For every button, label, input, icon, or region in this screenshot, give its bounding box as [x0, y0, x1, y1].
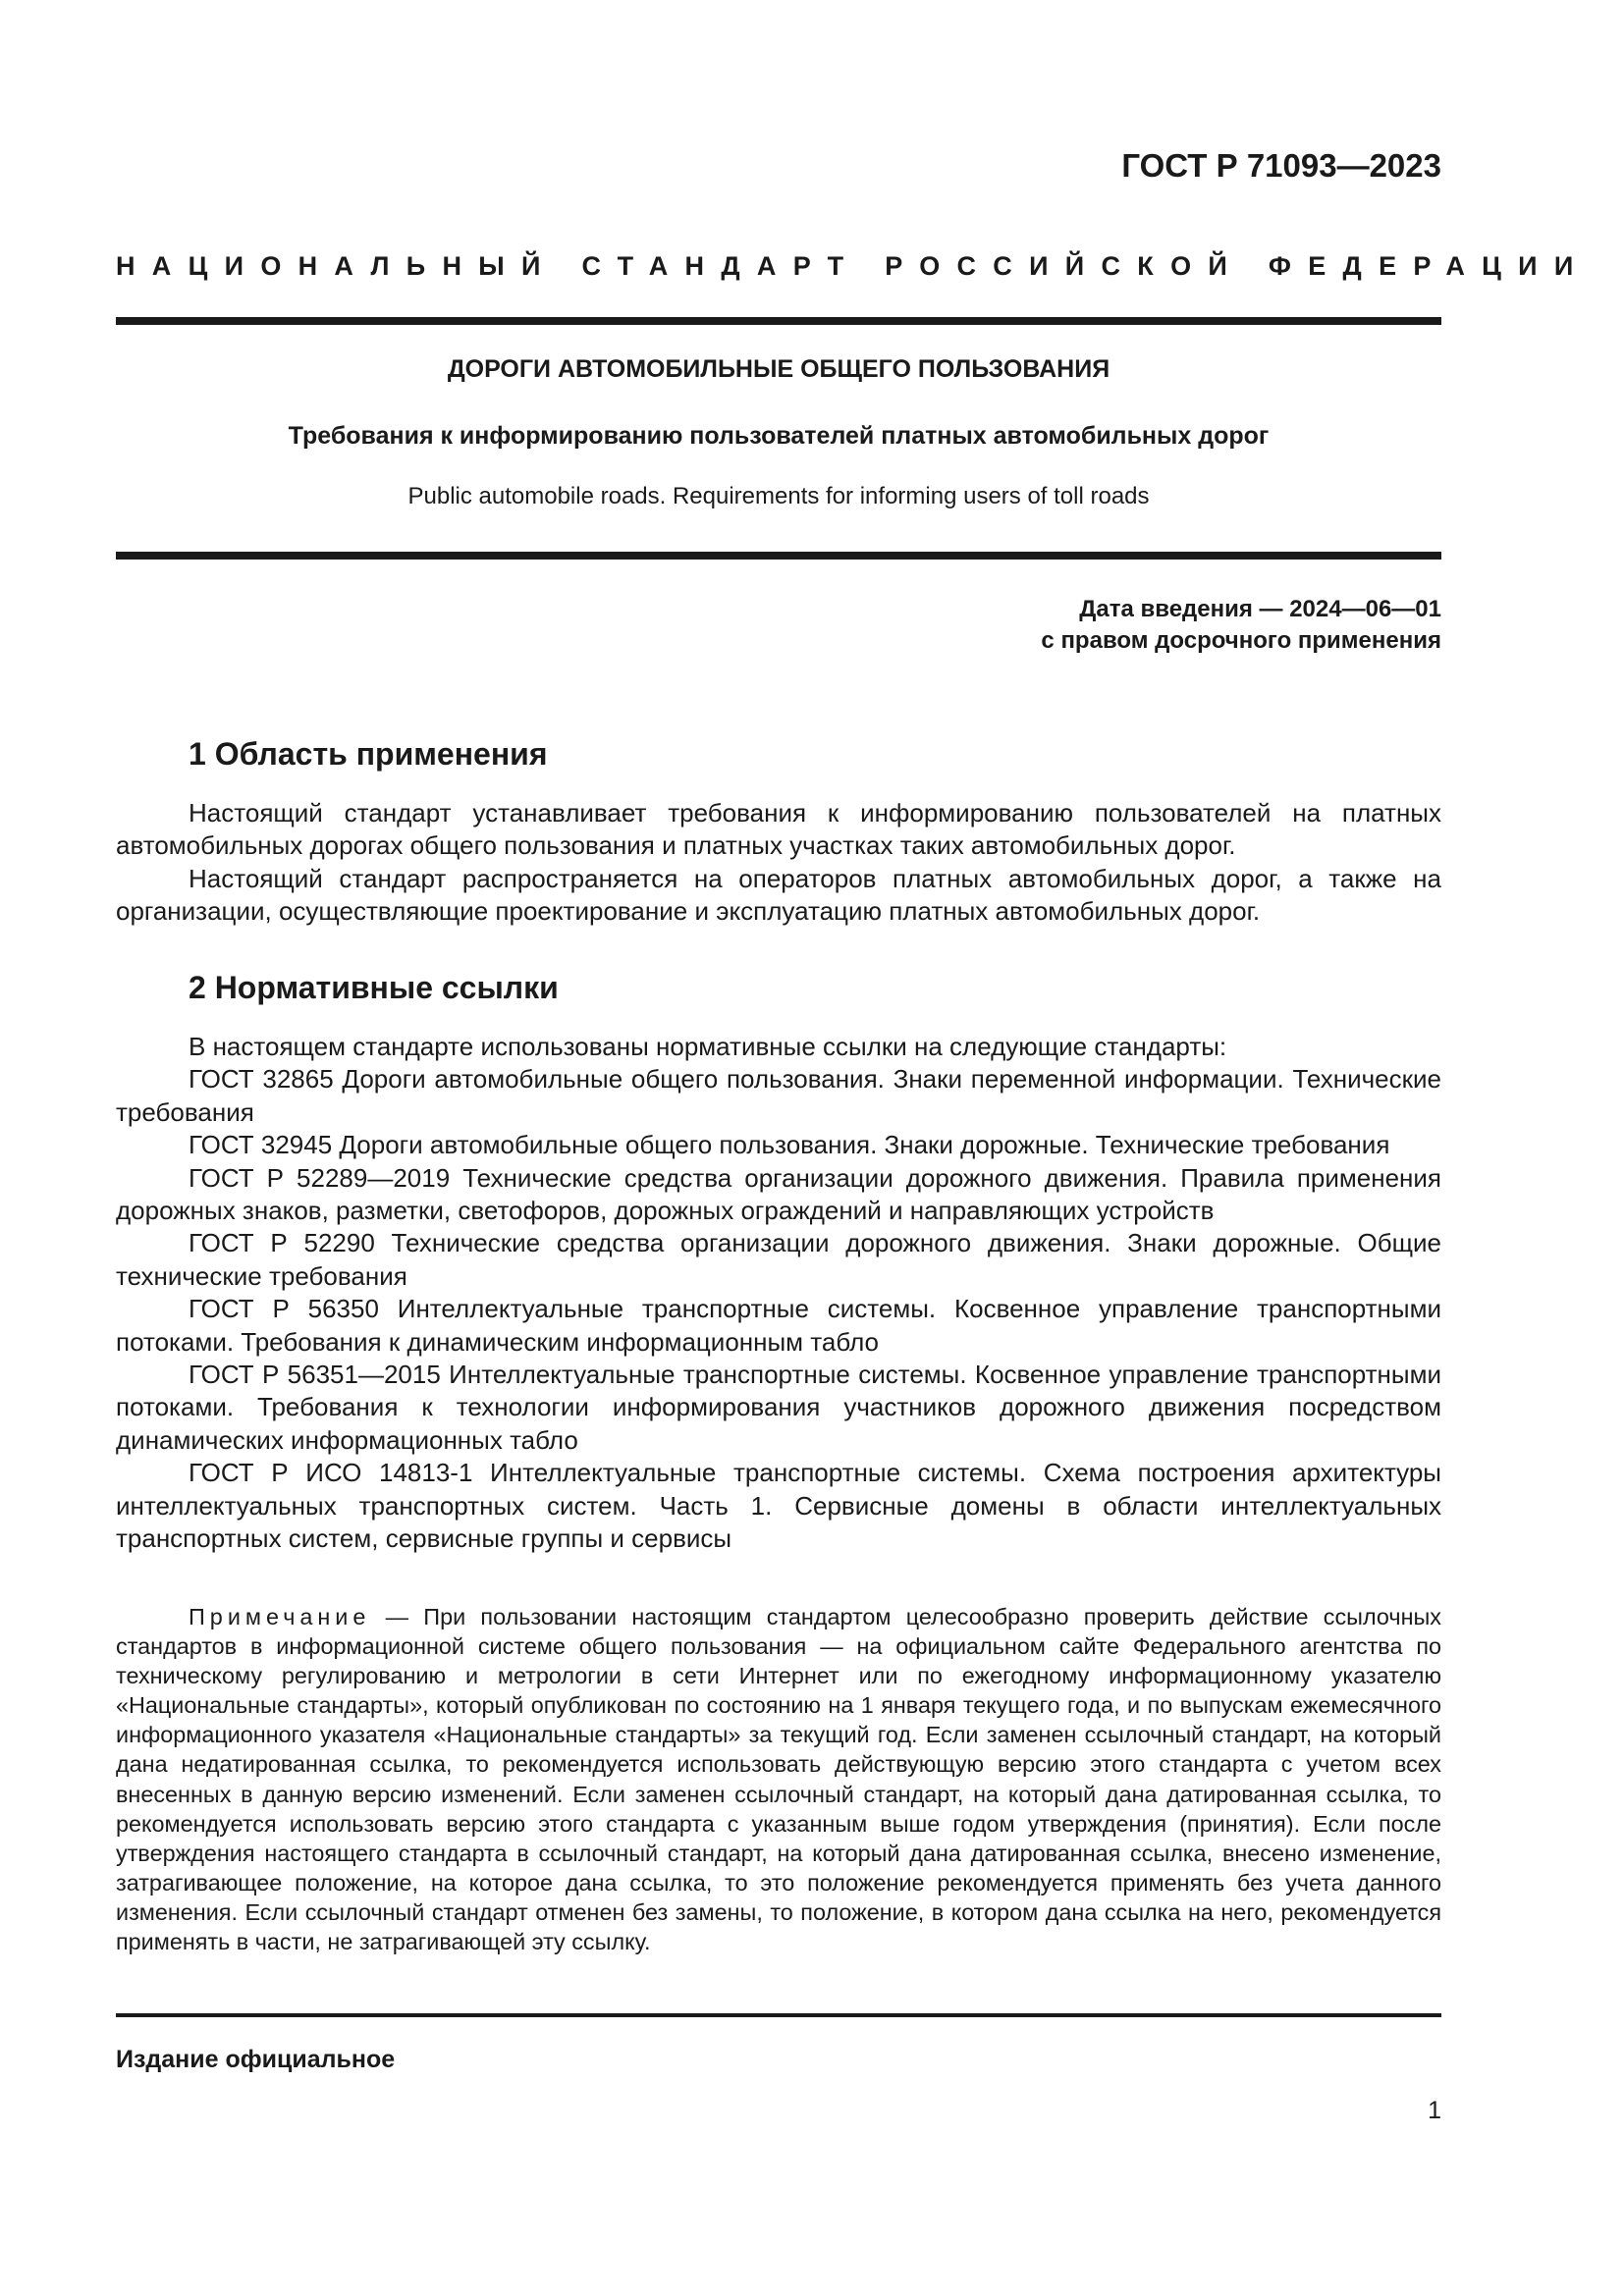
introduction-date-block [1041, 594, 1441, 657]
note-paragraph [116, 1602, 1441, 1956]
paragraph: Настоящий стандарт устанавливает требования к информированию пользователей на платных автомобильных дорогах общего пользования и платных участках таких автомобильных дорог. [116, 798, 1441, 861]
paragraph: Настоящий стандарт распространяется на операторов платных автомобильных дорог, а также на организации, осуществляющие проектирование и эксплуатацию платных автомобильных дорог. [116, 863, 1441, 927]
title-divider [116, 552, 1441, 560]
reference-item: ГОСТ 32865 Дороги автомобильные общего пользования. Знаки переменной информации. Технические требования [116, 1064, 1441, 1127]
section-2-body [116, 1031, 1441, 1556]
note-block [116, 1602, 1441, 1956]
note-label: Примечание [189, 1604, 371, 1629]
document-number: ГОСТ Р 71093—2023 [1121, 147, 1441, 184]
document-title: ДОРОГИ АВТОМОБИЛЬНЫЕ ОБЩЕГО ПОЛЬЗОВАНИЯ [447, 355, 1110, 383]
section-1-body [116, 797, 1441, 929]
reference-item: ГОСТ Р 52289—2019 Технические средства организации дорожного движения. Правила применения дорожных знаков, разметки, светофоров, дорожных ограждений и направляющих устройств [116, 1162, 1441, 1226]
english-title: Public automobile roads. Requirements for informing users of toll roads [407, 483, 1150, 509]
introduction-date: Дата введения — 2024—06—01 [1079, 596, 1441, 622]
early-use-note: с правом досрочного применения [1041, 627, 1441, 654]
page-number: 1 [1428, 2097, 1441, 2124]
section-2-title: 2 Нормативные ссылки [189, 970, 559, 1005]
reference-item: ГОСТ Р 52290 Технические средства организации дорожного движения. Знаки дорожные. Общие технические требования [116, 1228, 1441, 1291]
footer-divider [116, 2013, 1441, 2017]
section-1-title: 1 Область применения [189, 736, 548, 772]
top-divider [116, 317, 1441, 325]
note-text: — При пользовании настоящим стандартом целесообразно проверить действие ссылочных стандартов в информационной системе общего пользования — на официальном сайте Федерального агентства по техническому регулированию и метрологии в сети Интернет или по ежегодному информационному указателю «Национальные стандарты», который опубликован по состоянию на 1 января текущего года, и по выпускам ежемесячного информационного указателя «Национальные стандарты» за текущий год. Если заменен ссылочный стандарт, на который дана недатированная ссылка, то рекомендуется использовать действующую версию этого стандарта с учетом всех внесенных в данную версию изменений. Если заменен ссылочный стандарт, на который дана датированная ссылка, то рекомендуется использовать версию этого стандарта с указанным выше годом утверждения (принятия). Если после утверждения настоящего стандарта в ссылочный стандарт, на который дана датированная ссылка, внесено изменение, затрагивающее положение, на которое дана ссылка, то это положение рекомендуется применять без учета данного изменения. Если ссылочный стандарт отменен без замены, то положение, в котором дана ссылка на него, рекомендуется применять в части, не затрагивающей эту ссылку. [116, 1604, 1441, 1955]
reference-item: ГОСТ Р 56350 Интеллектуальные транспортные системы. Косвенное управление транспортными потоками. Требования к динамическим информационным табло [116, 1294, 1441, 1357]
document-subtitle: Требования к информированию пользователей платных автомобильных дорог [288, 422, 1270, 450]
references-intro: В настоящем стандарте использованы нормативные ссылки на следующие стандарты: [189, 1032, 1227, 1061]
national-standard-heading: НАЦИОНАЛЬНЫЙ СТАНДАРТ РОССИЙСКОЙ ФЕДЕРАЦИИ [116, 251, 1591, 281]
official-edition-label: Издание официальное [116, 2046, 396, 2073]
reference-item: ГОСТ Р ИСО 14813-1 Интеллектуальные транспортные системы. Схема построения архитектуры интеллектуальных транспортных систем. Часть 1. Сервисные домены в области интеллектуальных транспортных систем, сервисные группы и сервисы [116, 1458, 1441, 1554]
reference-item: ГОСТ 32945 Дороги автомобильные общего пользования. Знаки дорожные. Технические требования [189, 1130, 1390, 1160]
reference-item: ГОСТ Р 56351—2015 Интеллектуальные транспортные системы. Косвенное управление транспортными потоками. Требования к технологии информирования участников дорожного движения посредством динамических информационных табло [116, 1360, 1441, 1455]
